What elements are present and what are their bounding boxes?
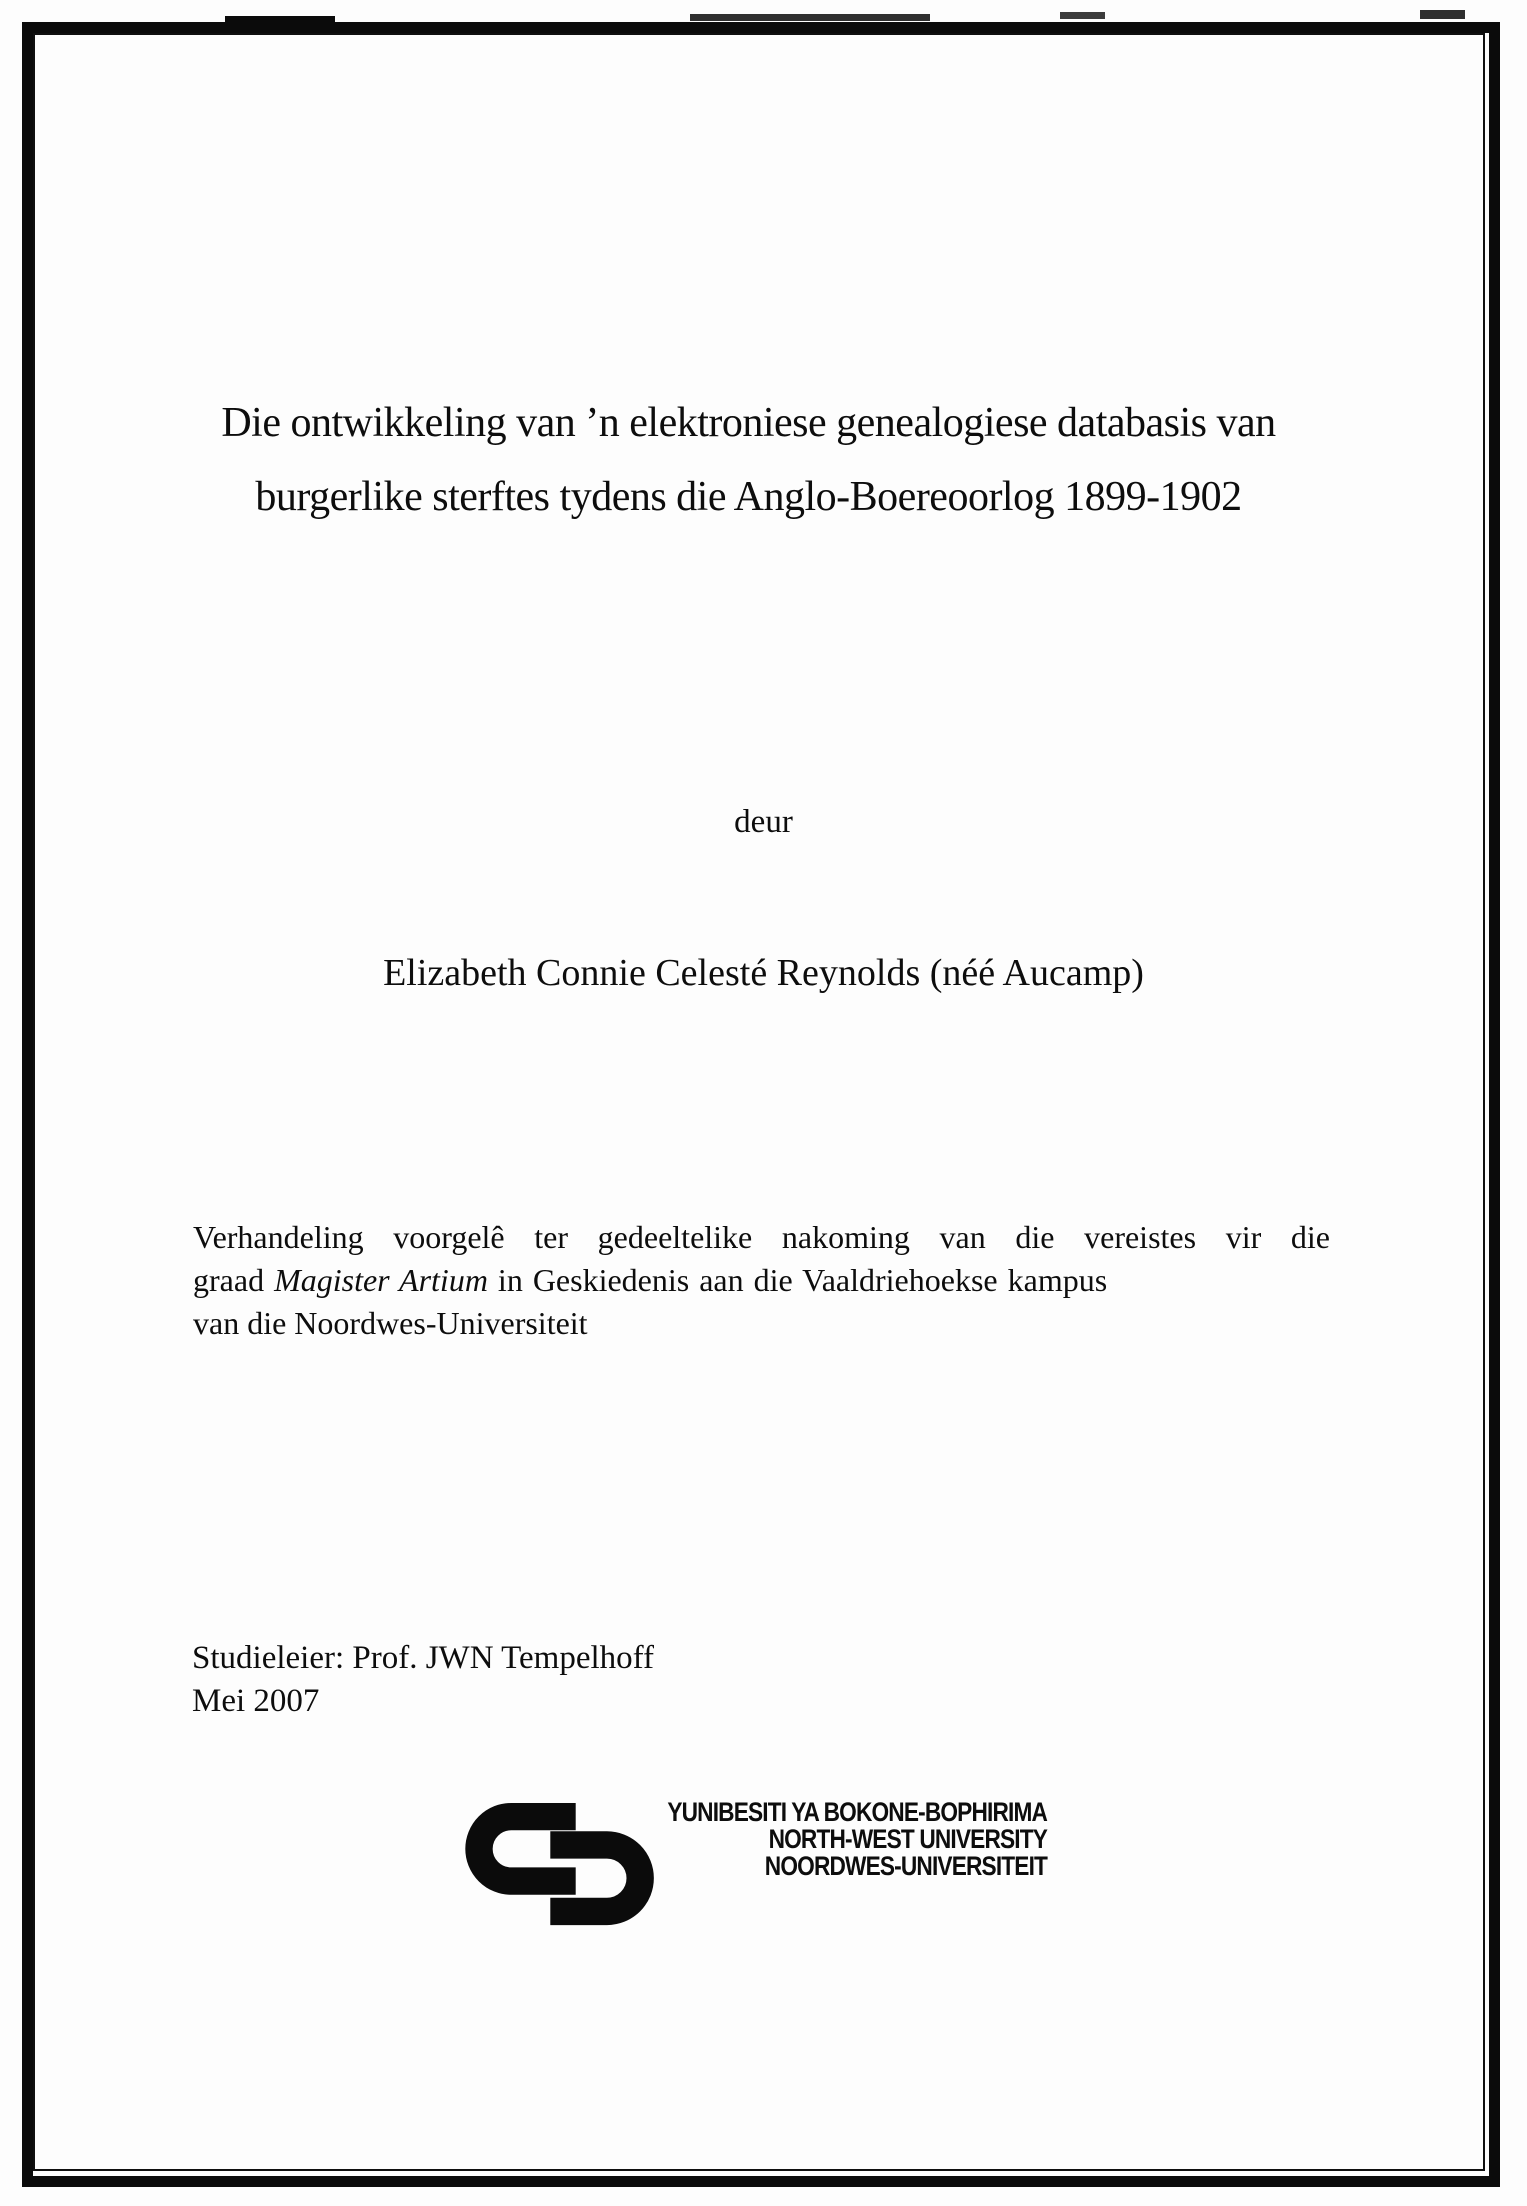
- university-name-english: NORTH-WEST UNIVERSITY: [768, 1824, 1047, 1854]
- degree-name: Magister Artium: [274, 1262, 488, 1298]
- declaration-line-2-prefix: graad: [193, 1262, 275, 1298]
- university-name-afrikaans: NOORDWES-UNIVERSITEIT: [764, 1851, 1047, 1881]
- declaration-line-2-suffix: in Geskiedenis aan die Vaaldriehoekse kampus: [487, 1262, 1108, 1298]
- date-line: Mei 2007: [192, 1683, 320, 1719]
- scan-artifact: [1420, 10, 1465, 19]
- nwu-logo-mark: [465, 1801, 661, 1928]
- supervisor-block: [192, 1637, 654, 1723]
- declaration-line-1: Verhandeling voorgelê ter gedeeltelike nakoming van die vereistes vir die: [193, 1219, 1330, 1255]
- university-name-setswana: YUNIBESITI YA BOKONE-BOPHIRIMA: [667, 1797, 1047, 1827]
- supervisor-line: Studieleier: Prof. JWN Tempelhoff: [192, 1640, 655, 1676]
- author-name: Elizabeth Connie Celesté Reynolds (néé Aucamp): [383, 952, 1144, 994]
- scan-artifact: [225, 16, 335, 24]
- thesis-title-line-1: Die ontwikkeling van ’n elektroniese genealogiese databasis van: [221, 400, 1276, 446]
- byline-label: deur: [734, 804, 793, 840]
- thesis-title-line-2: burgerlike sterftes tydens die Anglo-Boereoorlog 1899-1902: [255, 474, 1242, 520]
- declaration-paragraph: [193, 1216, 1330, 1345]
- declaration-line-3: van die Noordwes-Universiteit: [193, 1305, 588, 1341]
- scan-artifact: [1060, 12, 1105, 19]
- declaration-line-2: [193, 1259, 1330, 1302]
- university-wordmark: [667, 1799, 1047, 1880]
- thesis-title: [0, 386, 1497, 534]
- scan-artifact: [690, 14, 930, 21]
